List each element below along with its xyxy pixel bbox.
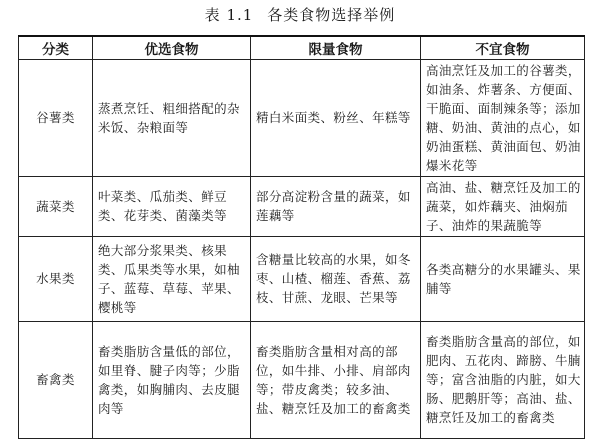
limited-cell: 精白米面类、粉丝、年糕等: [251, 59, 421, 176]
limited-cell: 畜类脂肪含量相对高的部位，如牛排、小排、肩部肉等；带皮禽类；较多油、盐、糖烹饪及加工的畜禽类: [251, 321, 421, 438]
avoid-cell: 高油烹饪及加工的谷薯类，如油条、炸薯条、方便面、干脆面、面制辣条等；添加糖、奶油、黄油的点心，如奶油蛋糕、黄油面包、奶油爆米花等: [421, 59, 585, 176]
table-row: [19, 236, 585, 321]
preferred-cell: 畜类脂肪含量低的部位，如里脊、腱子肉等；少脂禽类，如胸脯肉、去皮腿肉等: [93, 321, 251, 438]
category-cell: 畜禽类: [19, 321, 93, 438]
header-avoid: 不宜食物: [421, 36, 585, 59]
category-cell: 谷薯类: [19, 59, 93, 176]
limited-cell: 含糖量比较高的水果，如冬枣、山楂、榴莲、香蕉、荔枝、甘蔗、龙眼、芒果等: [251, 236, 421, 321]
header-row: [19, 36, 585, 59]
avoid-cell: 高油、盐、糖烹饪及加工的蔬菜，如炸藕夹、油焖茄子、油炸的果蔬脆等: [421, 176, 585, 236]
avoid-cell: 畜类脂肪含量高的部位，如肥肉、五花肉、蹄膀、牛腩等；富含油脂的内脏，如大肠、肥鹅肝等；高油、盐、糖烹饪及加工的畜禽类: [421, 321, 585, 438]
category-cell: 水果类: [19, 236, 93, 321]
table-row: [19, 59, 585, 176]
avoid-cell: 各类高糖分的水果罐头、果脯等: [421, 236, 585, 321]
header-preferred: 优选食物: [93, 36, 251, 59]
preferred-cell: 绝大部分浆果类、核果类、瓜果类等水果，如柚子、蓝莓、草莓、苹果、樱桃等: [93, 236, 251, 321]
table-row: [19, 321, 585, 438]
table-caption: [0, 4, 600, 25]
category-cell: 蔬菜类: [19, 176, 93, 236]
table-number: 表 1.1: [204, 6, 254, 24]
header-category: 分类: [19, 36, 93, 59]
header-limited: 限量食物: [251, 36, 421, 59]
preferred-cell: 叶菜类、瓜茄类、鲜豆类、花芽类、菌藻类等: [93, 176, 251, 236]
table-row: [19, 176, 585, 236]
preferred-cell: 蒸煮烹饪、粗细搭配的杂米饭、杂粮面等: [93, 59, 251, 176]
limited-cell: 部分高淀粉含量的蔬菜，如莲藕等: [251, 176, 421, 236]
table-title: 各类食物选择举例: [267, 6, 396, 24]
food-selection-table: [18, 35, 585, 439]
